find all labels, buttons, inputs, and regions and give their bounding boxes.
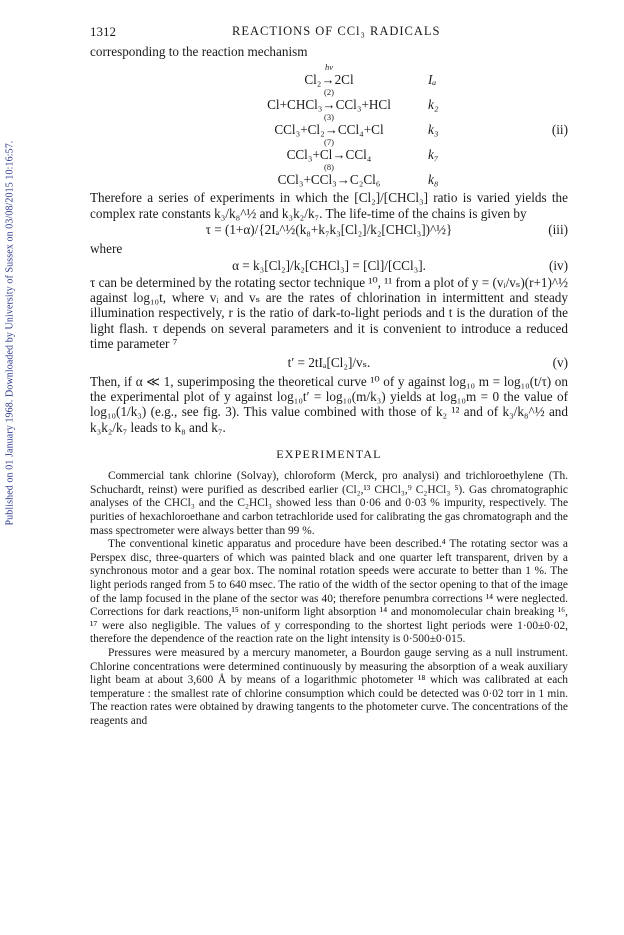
reaction-tag: (2) bbox=[324, 87, 334, 98]
paragraph: Therefore a series of experiments in which the [Cl₂]/[CHCl₃] ratio is varied yields the complex rate constants k₃/k₈^½ and k₃k₂/k₇. The life-time of the chains is given by bbox=[90, 190, 568, 221]
reaction-row bbox=[90, 97, 568, 112]
rate-constant: k₈ bbox=[428, 172, 439, 188]
paragraph: τ can be determined by the rotating sector technique ¹⁰, ¹¹ from a plot of y = (vᵢ/vₛ)(r+1)^½ against log₁₀t, where vᵢ and vₛ are the rates of chlorination in intermittent and steady illumination respectively, r is the ratio of dark-to-light periods and t is the duration of the light flash. τ depends on several parameters and it is convenient to introduce a reduced time parameter ⁷ bbox=[90, 274, 568, 352]
reaction-equation: CCl₃+Cl₂→CCl₄+Cl bbox=[274, 122, 384, 138]
rate-constant: k₂ bbox=[428, 97, 439, 113]
reaction-tag: (3) bbox=[324, 112, 334, 123]
rate-constant: k₇ bbox=[428, 147, 439, 163]
running-header bbox=[90, 24, 568, 40]
reaction-tag: (8) bbox=[324, 162, 334, 173]
intro-line: corresponding to the reaction mechanism bbox=[90, 44, 308, 59]
section-heading: EXPERIMENTAL bbox=[276, 447, 382, 462]
page-number: 1312 bbox=[90, 24, 116, 39]
reaction-row bbox=[90, 72, 568, 87]
reaction-mechanism bbox=[90, 62, 568, 187]
reaction-row bbox=[90, 147, 568, 162]
reaction-equation: CCl₃+Cl→CCl₄ bbox=[286, 147, 372, 163]
equation-text: τ = (1+α)/{2Iₐ^½(k₈+k₇k₃[Cl₂]/k₂[CHCl₃])^½} bbox=[205, 222, 453, 238]
equation-number: (iv) bbox=[548, 257, 568, 273]
reaction-equation: Cl₂→2Cl bbox=[304, 72, 354, 88]
equation-number: (v) bbox=[552, 354, 568, 370]
equation-number: (iii) bbox=[548, 222, 568, 238]
paragraph: Then, if α ≪ 1, superimposing the theoretical curve ¹⁰ of y against log₁₀ m = log₁₀(t/τ) on the experimental plot of y against log₁₀t′ = log₁₀(m/k₃) yields at log₁₀m = 0 the value of log₁₀(1/k₃) (e.g., see fig. 3). This value combined with those of k₂ ¹² and of k₃/k₈^½ and k₃k₂/k₇ leads to k₈ and k₇. bbox=[90, 373, 568, 435]
equation-iii bbox=[90, 221, 568, 239]
equation-text: α = k₃[Cl₂]/k₂[CHCl₃] = [Cl]/[CCl₃]. bbox=[232, 257, 426, 273]
page-content bbox=[90, 44, 568, 729]
sidebar-publication-note bbox=[0, 0, 20, 935]
hv-label: hν bbox=[324, 62, 334, 73]
reaction-row bbox=[90, 122, 568, 137]
running-title: REACTIONS OF CCl₃ RADICALS bbox=[232, 24, 441, 38]
reaction-equation: Cl+CHCl₃→CCl₃+HCl bbox=[267, 97, 391, 113]
equation-v bbox=[90, 354, 568, 372]
paragraph: Commercial tank chlorine (Solvay), chloroform (Merck, pro analysi) and trichloroethylene (Th. Schuchardt, reinst) were purified as described earlier (Cl₂,¹³ CHCl₃,⁹ C₂HCl₃ ⁵). Gas chromatographic analyses of the CHCl₃ and the C₂HCl₃ showed less than 0·06 and 0·03 % impurity, respectively. The purities of hexachloroethane and carbon tetrachloride used for calibrating the gas chromatograph and the mass spectrometer were always better than 99 %. bbox=[90, 470, 568, 537]
rate-constant: Iₐ bbox=[428, 72, 437, 88]
mechanism-number: (ii) bbox=[551, 122, 568, 138]
paragraph: Pressures were measured by a mercury manometer, a Bourdon gauge serving as a null instrument. Chlorine concentrations were determined continuously by measuring the absorption of a weak auxiliary light beam at about 3,600 Å by means of a logarithmic photometer ¹⁸ which was calibrated at each temperature : the smallest rate of chlorine consumption which could be detected was 0·02 torr in 1 min. The reaction rates were obtained by drawing tangents to the photometer curve. The concentrations of the reagents and bbox=[90, 647, 568, 727]
equation-text: t′ = 2tIₐ[Cl₂]/vₛ. bbox=[287, 354, 371, 370]
paragraph: The conventional kinetic apparatus and procedure have been described.⁴ The rotating sector was a Perspex disc, three-quarters of which was painted black and one quarter left transparent, driven by a synchronous motor and a gear box. The nominal rotation speeds were accurate to better than 1 %. The light periods ranged from 5 to 640 msec. The ratio of the width of the sector opening to that of the image of the lamp focused in the plane of the sector was 40; therefore penumbra corrections ¹⁴ were neglected. Corrections for dark reactions,¹⁵ non-uniform light absorption ¹⁴ and monomolecular chain breaking ¹⁶, ¹⁷ were also negligible. The values of y corresponding to the shortest light periods were 1·00±0·02, therefore the dependence of the reaction rate on the light intensity is 0·500±0·015. bbox=[90, 538, 568, 646]
reaction-tag: (7) bbox=[324, 137, 334, 148]
publication-note-text: Published on 01 January 1968. Downloaded by University of Sussex on 03/08/2015 10:16:57. bbox=[4, 140, 16, 526]
where-label: where bbox=[90, 241, 123, 257]
reaction-equation: CCl₃+CCl₃→C₂Cl₆ bbox=[277, 172, 381, 188]
rate-constant: k₃ bbox=[428, 122, 439, 138]
equation-iv bbox=[90, 257, 568, 275]
reaction-row bbox=[90, 172, 568, 187]
